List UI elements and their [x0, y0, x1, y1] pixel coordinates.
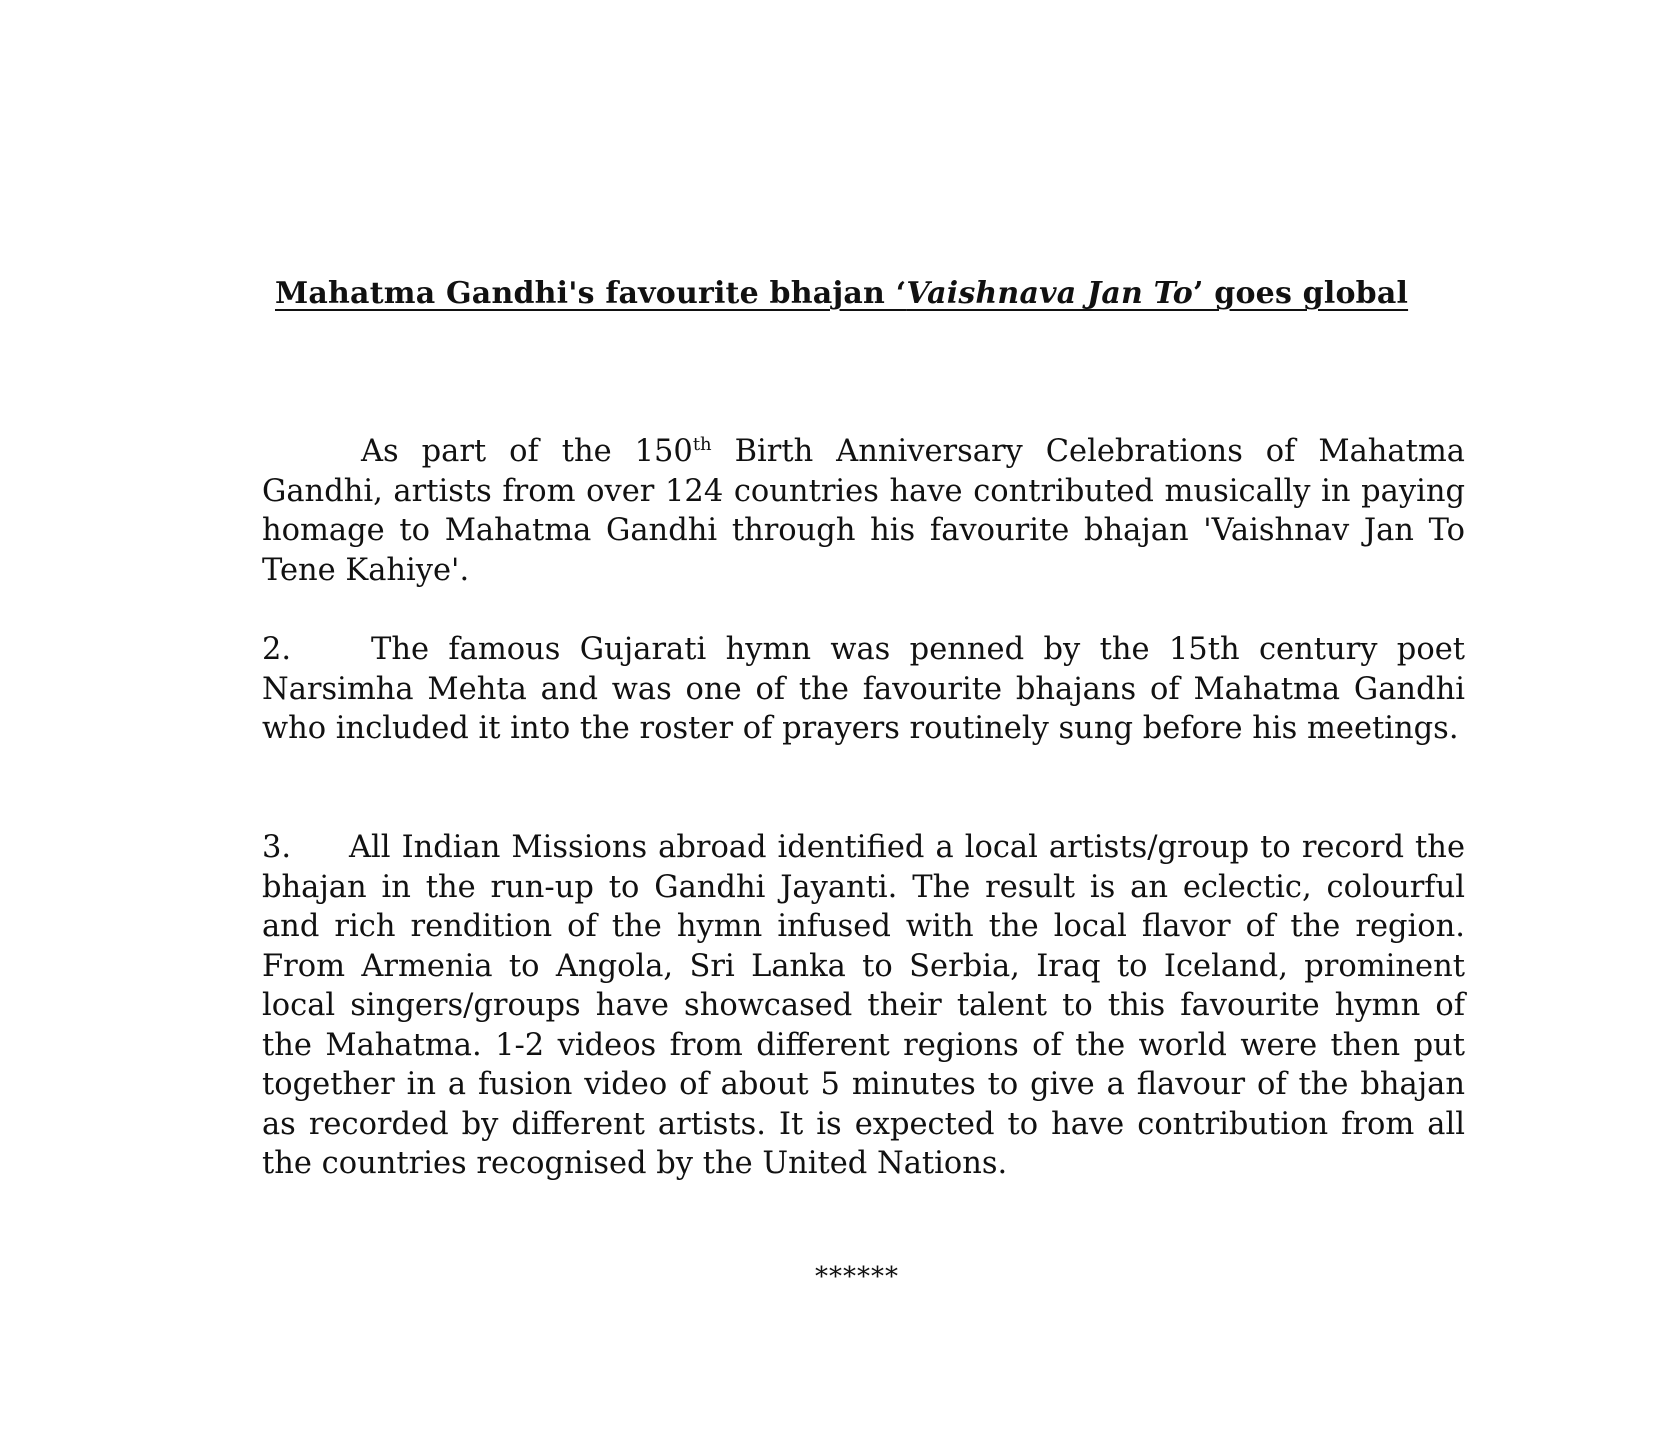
paragraph-2: [262, 630, 1465, 749]
paragraph-1: [262, 432, 1465, 590]
paragraph-1-text-end: Birth Anniversary Celebrations of Mahatma Gandhi, artists from over 124 countries have contributed musically in paying homage to Mahatma Gandhi through his favourite bhajan 'Vaishnav Jan To Tene Kahiye'.: [262, 434, 1465, 588]
title-part-1: Mahatma Gandhi's favourite bhajan ‘: [275, 276, 907, 311]
title-italic-bhajan-name: Vaishnava Jan To: [906, 276, 1193, 311]
paragraph-3-number: 3.: [262, 830, 292, 865]
paragraph-2-text: The famous Gujarati hymn was penned by the 15th century poet Narsimha Mehta and was one of the favourite bhajans of Mahatma Gandhi who included it into the roster of prayers routinely sung before his meetings.: [262, 632, 1465, 746]
paragraph-3: [262, 828, 1465, 1184]
paragraph-2-number: 2.: [262, 632, 292, 667]
paragraph-3-text: All Indian Missions abroad identified a local artists/group to record the bhajan in the run-up to Gandhi Jayanti. The result is an eclectic, colourful and rich rendition of the hymn infused with the local flavor of the region. From Armenia to Angola, Sri Lanka to Serbia, Iraq to Iceland, prominent local singers/groups have showcased their talent to this favourite hymn of the Mahatma. 1-2 videos from different regions of the world were then put together in a fusion video of about 5 minutes to give a flavour of the bhajan as recorded by different artists. It is expected to have contribution from all the countries recognised by the United Nations.: [262, 830, 1465, 1181]
ordinal-superscript: th: [692, 433, 712, 455]
title-part-2: ’ goes global: [1192, 276, 1409, 311]
end-marker: ******: [815, 1262, 899, 1292]
page-title: [275, 276, 1455, 311]
paragraph-1-text-start: As part of the 150: [361, 434, 693, 469]
